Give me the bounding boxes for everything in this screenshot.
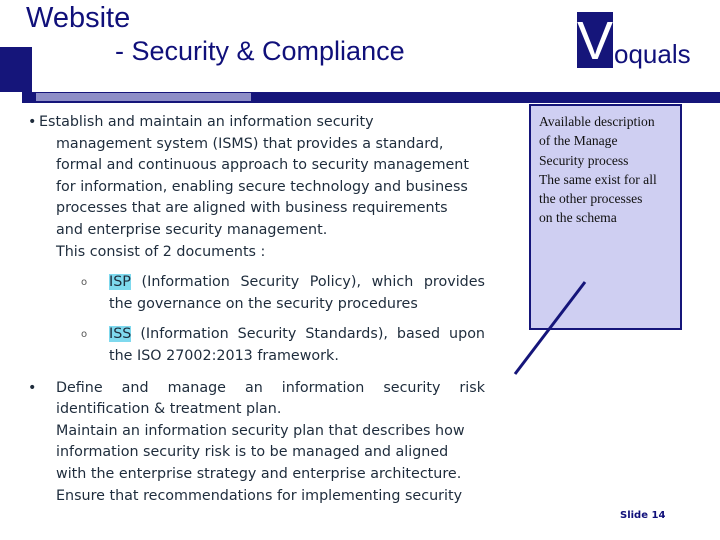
sub-bullet-marker: o [81,329,88,341]
bullet1-line: Establish and maintain an information security [39,114,374,130]
bullet-item-2 [28,378,485,508]
callout-line: the other processes [539,191,643,207]
sub2-line2: the ISO 27002:2013 framework. [109,347,339,364]
sub2-text: (Information Security Standards), based upon [131,326,485,343]
callout-line: on the schema [539,210,617,226]
bullet1-line: management system (ISMS) that provides a standard, [56,135,444,152]
bullet1-line: and enterprise security management. [56,221,328,238]
callout-pointer-line [510,280,590,380]
bullet2-line: with the enterprise strategy and enterprise architecture. [56,465,462,482]
callout-line: Available description [539,114,655,129]
highlight-isp: ISP [109,274,131,291]
sub-item-iss [28,324,485,367]
sub-item-isp [28,272,485,315]
bullet2-line: Maintain an information security plan that describes how [56,422,465,439]
bullet2-line: identification & treatment plan. [56,401,282,418]
bullet1-line: for information, enabling secure technology and business [56,178,468,195]
bullet-marker: • [28,114,37,130]
pointer-line [515,282,585,374]
page-subtitle: - Security & Compliance [115,36,405,66]
bullet1-line: formal and continuous approach to security management [56,157,469,174]
highlight-iss: ISS [109,326,132,343]
logo-mark: V [577,11,614,71]
sub1-line2: the governance on the security procedures [109,295,418,312]
bullet2-line: information security risk is to be managed and aligned [56,444,449,461]
callout-line: The same exist for all [539,171,657,187]
callout-line: of the Manage [539,133,618,149]
header-divider-accent [36,93,251,101]
bullet-marker: • [28,379,37,396]
page-title: Website [26,2,131,34]
bullet2-line: Ensure that recommendations for implementing security [56,487,463,504]
sub1-text: (Information Security Policy), which provides [130,274,485,291]
decorative-left-bar [0,47,32,92]
callout-line: Security process [539,152,629,168]
bullet2-line: Define and manage an information security risk [56,379,485,396]
bullet-item-1 [28,112,485,263]
slide-number: Slide 14 [620,510,666,521]
bullet1-line: processes that are aligned with business requirements [56,200,448,217]
content-body [28,112,485,507]
logo-text: oquals [614,39,691,69]
sub-bullet-marker: o [81,277,88,289]
bullet1-line: This consist of 2 documents : [56,243,266,260]
